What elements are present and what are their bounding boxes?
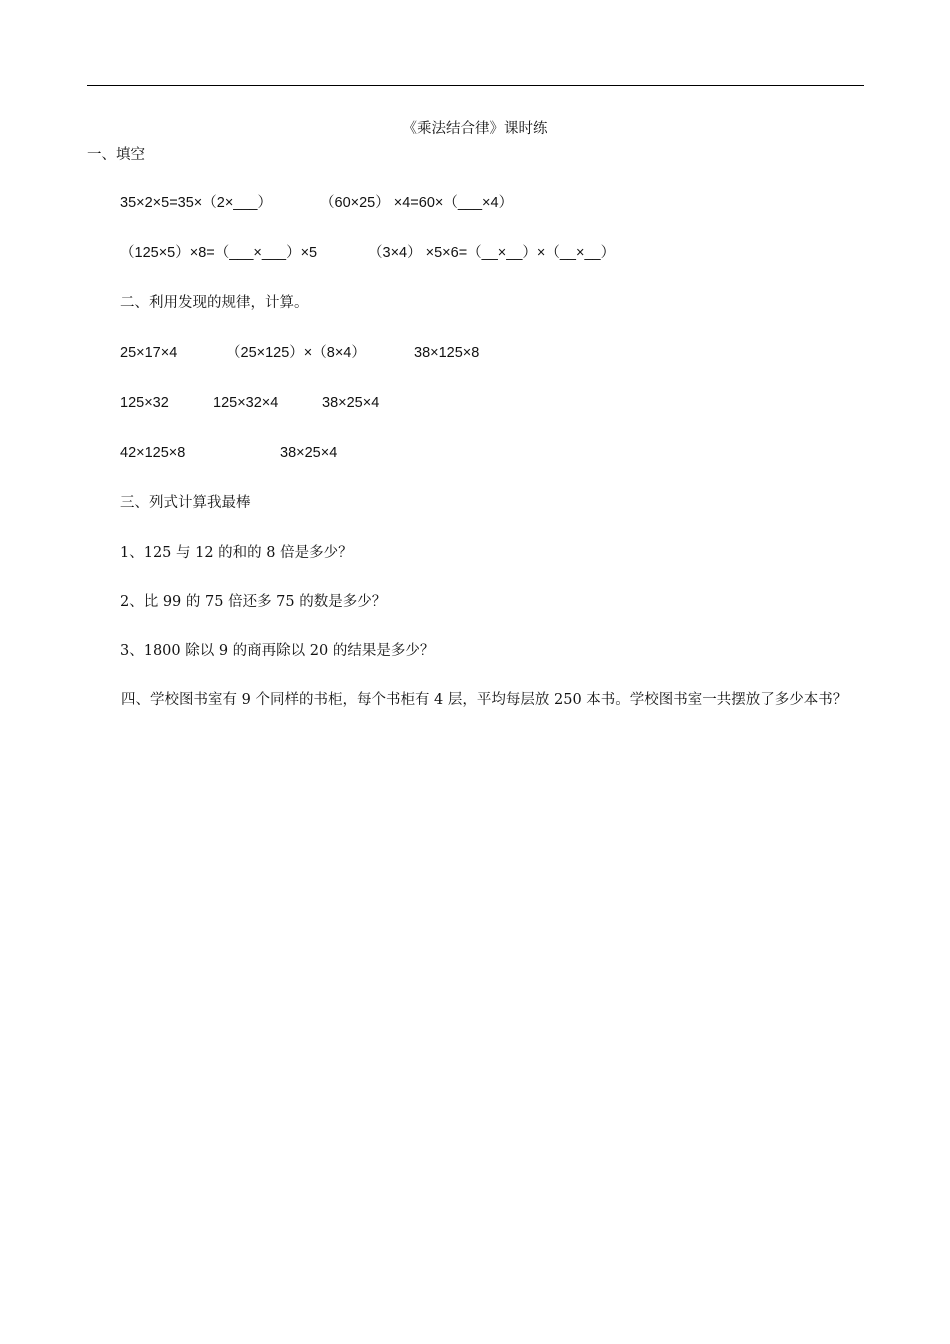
word-problem-1: 1、125 与 12 的和的 8 倍是多少？ [120, 545, 353, 561]
worksheet-title: 《乘法结合律》课时练 [402, 121, 548, 137]
word-problem-3: 3、1800 除以 9 的商再除以 20 的结果是多少？ [120, 643, 435, 659]
calc-expression: 38×125×8 [414, 345, 480, 361]
calc-expression: 125×32 [120, 395, 169, 411]
section-2-heading: 二、利用发现的规律，计算。 [120, 295, 309, 311]
calc-expression: 38×25×4 [280, 445, 338, 461]
section-4-problem: 四、学校图书室有 9 个同样的书柜，每个书柜有 4 层，平均每层放 250 本书。学校图书室一共摆放了多少本书？ [121, 692, 848, 708]
section-3-heading: 三、列式计算我最棒 [120, 495, 251, 511]
calc-expression: 42×125×8 [120, 445, 186, 461]
fill-blank-1b: （60×25） ×4=60×（___×4） [320, 195, 514, 211]
calc-expression: 25×17×4 [120, 345, 178, 361]
word-problem-2: 2、比 99 的 75 倍还多 75 的数是多少？ [120, 594, 387, 610]
fill-blank-2b: （3×4） ×5×6=（__×__）×（__×__） [368, 245, 616, 261]
calc-expression: 125×32×4 [213, 395, 279, 411]
calc-expression: （25×125）×（8×4） [226, 345, 366, 361]
calc-expression: 38×25×4 [322, 395, 380, 411]
section-1-heading: 一、填空 [87, 147, 145, 163]
header-rule [87, 85, 864, 86]
fill-blank-1a: 35×2×5=35×（2×___） [120, 195, 272, 211]
fill-blank-2a: （125×5）×8=（___×___）×5 [120, 245, 318, 261]
